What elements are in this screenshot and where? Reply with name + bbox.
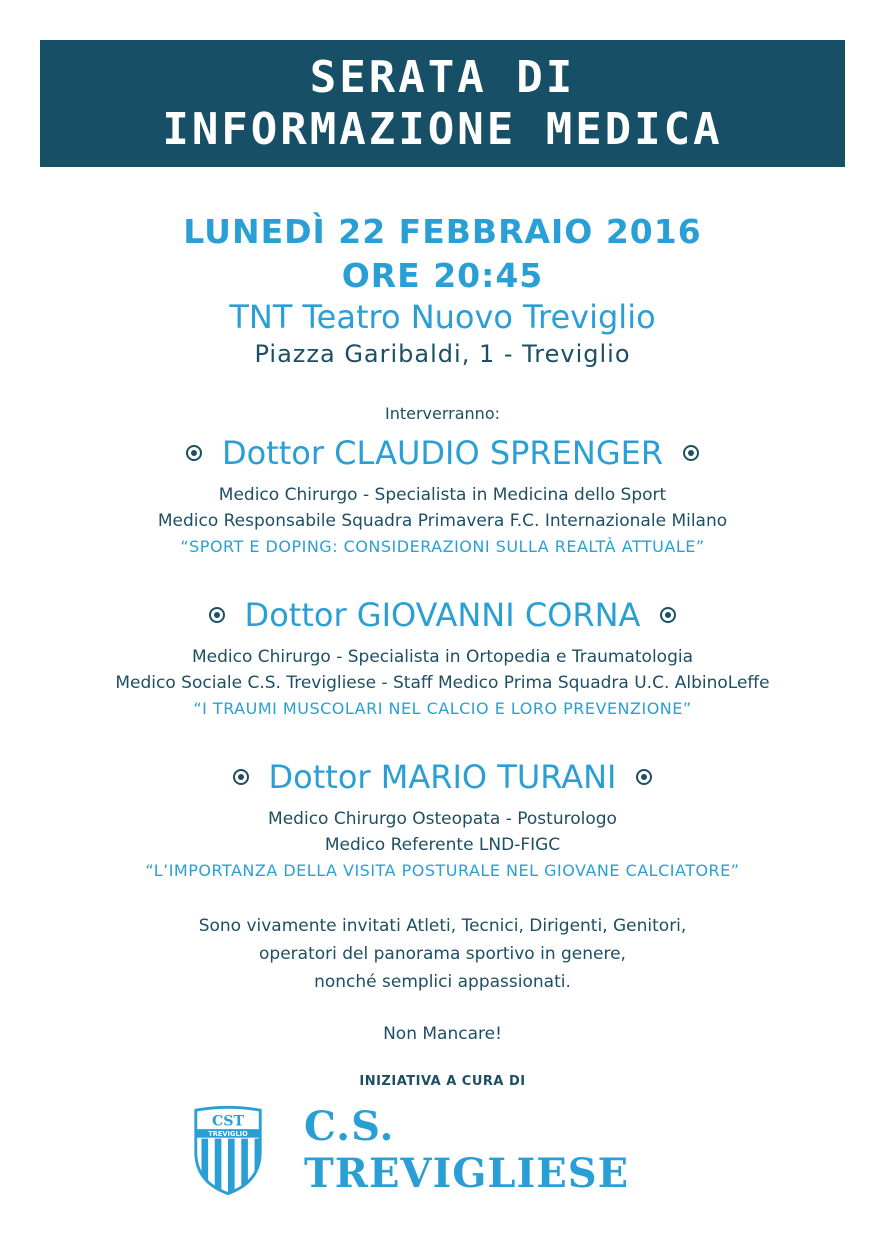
speaker-name: Dottor CLAUDIO SPRENGER bbox=[221, 434, 664, 472]
invitation-line: operatori del panorama sportivo in genere, bbox=[259, 944, 626, 964]
speakers-intro: Interverranno: bbox=[384, 404, 500, 423]
speaker-name-row bbox=[0, 594, 885, 636]
speaker-block bbox=[0, 594, 885, 722]
speaker-block bbox=[0, 432, 885, 560]
speaker-role: Medico Referente LND-FIGC bbox=[324, 835, 561, 855]
speaker-details bbox=[0, 806, 885, 884]
title-line-1: SERATA DI bbox=[309, 51, 576, 103]
bullet-icon bbox=[683, 445, 699, 461]
invitation-line: nonché semplici appassionati. bbox=[314, 972, 571, 992]
speaker-role: Medico Chirurgo Osteopata - Posturologo bbox=[268, 809, 617, 829]
event-address: Piazza Garibaldi, 1 - Treviglio bbox=[254, 340, 631, 368]
speaker-role: Medico Chirurgo - Specialista in Medicina dello Sport bbox=[218, 485, 667, 505]
event-date: LUNEDÌ 22 FEBBRAIO 2016 bbox=[183, 212, 702, 251]
speaker-name-row bbox=[0, 432, 885, 474]
speaker-talk-title: “I TRAUMI MUSCOLARI NEL CALCIO E LORO PREVENZIONE” bbox=[193, 699, 692, 718]
event-venue: TNT Teatro Nuovo Treviglio bbox=[229, 298, 656, 336]
speaker-role: Medico Chirurgo - Specialista in Ortopedia e Traumatologia bbox=[191, 647, 694, 667]
closing-text: Non Mancare! bbox=[383, 1024, 502, 1044]
invitation-text bbox=[0, 912, 885, 996]
speaker-role: Medico Responsabile Squadra Primavera F.C. Internazionale Milano bbox=[157, 511, 728, 531]
speaker-name: Dottor GIOVANNI CORNA bbox=[244, 596, 641, 634]
initiative-label: INIZIATIVA A CURA DI bbox=[359, 1074, 526, 1089]
bullet-icon bbox=[660, 607, 676, 623]
speaker-details bbox=[0, 482, 885, 560]
speaker-role: Medico Sociale C.S. Trevigliese - Staff Medico Prima Squadra U.C. AlbinoLeffe bbox=[115, 673, 770, 693]
speaker-talk-title: “SPORT E DOPING: CONSIDERAZIONI SULLA REALTÀ ATTUALE” bbox=[180, 537, 705, 556]
bullet-icon bbox=[209, 607, 225, 623]
speaker-name: Dottor MARIO TURANI bbox=[268, 758, 617, 796]
bullet-icon bbox=[233, 769, 249, 785]
event-date-time bbox=[0, 210, 885, 298]
speaker-talk-title: “L’IMPORTANZA DELLA VISITA POSTURALE NEL GIOVANE CALCIATORE” bbox=[145, 861, 740, 880]
club-signature bbox=[192, 1100, 712, 1200]
bullet-icon bbox=[636, 769, 652, 785]
speaker-block bbox=[0, 756, 885, 884]
speaker-details bbox=[0, 644, 885, 722]
bullet-icon bbox=[186, 445, 202, 461]
crest-text-band: TREVIGLIO bbox=[208, 1129, 248, 1138]
title-line-2: INFORMAZIONE MEDICA bbox=[162, 103, 723, 155]
club-name: C.S. TREVIGLIESE bbox=[304, 1103, 630, 1197]
invitation-line: Sono vivamente invitati Atleti, Tecnici, Dirigenti, Genitori, bbox=[198, 916, 687, 936]
event-time: ORE 20:45 bbox=[341, 256, 544, 295]
title-banner bbox=[40, 40, 845, 167]
speaker-name-row bbox=[0, 756, 885, 798]
crest-text-top: CST bbox=[211, 1113, 245, 1130]
club-crest-icon bbox=[192, 1102, 264, 1198]
